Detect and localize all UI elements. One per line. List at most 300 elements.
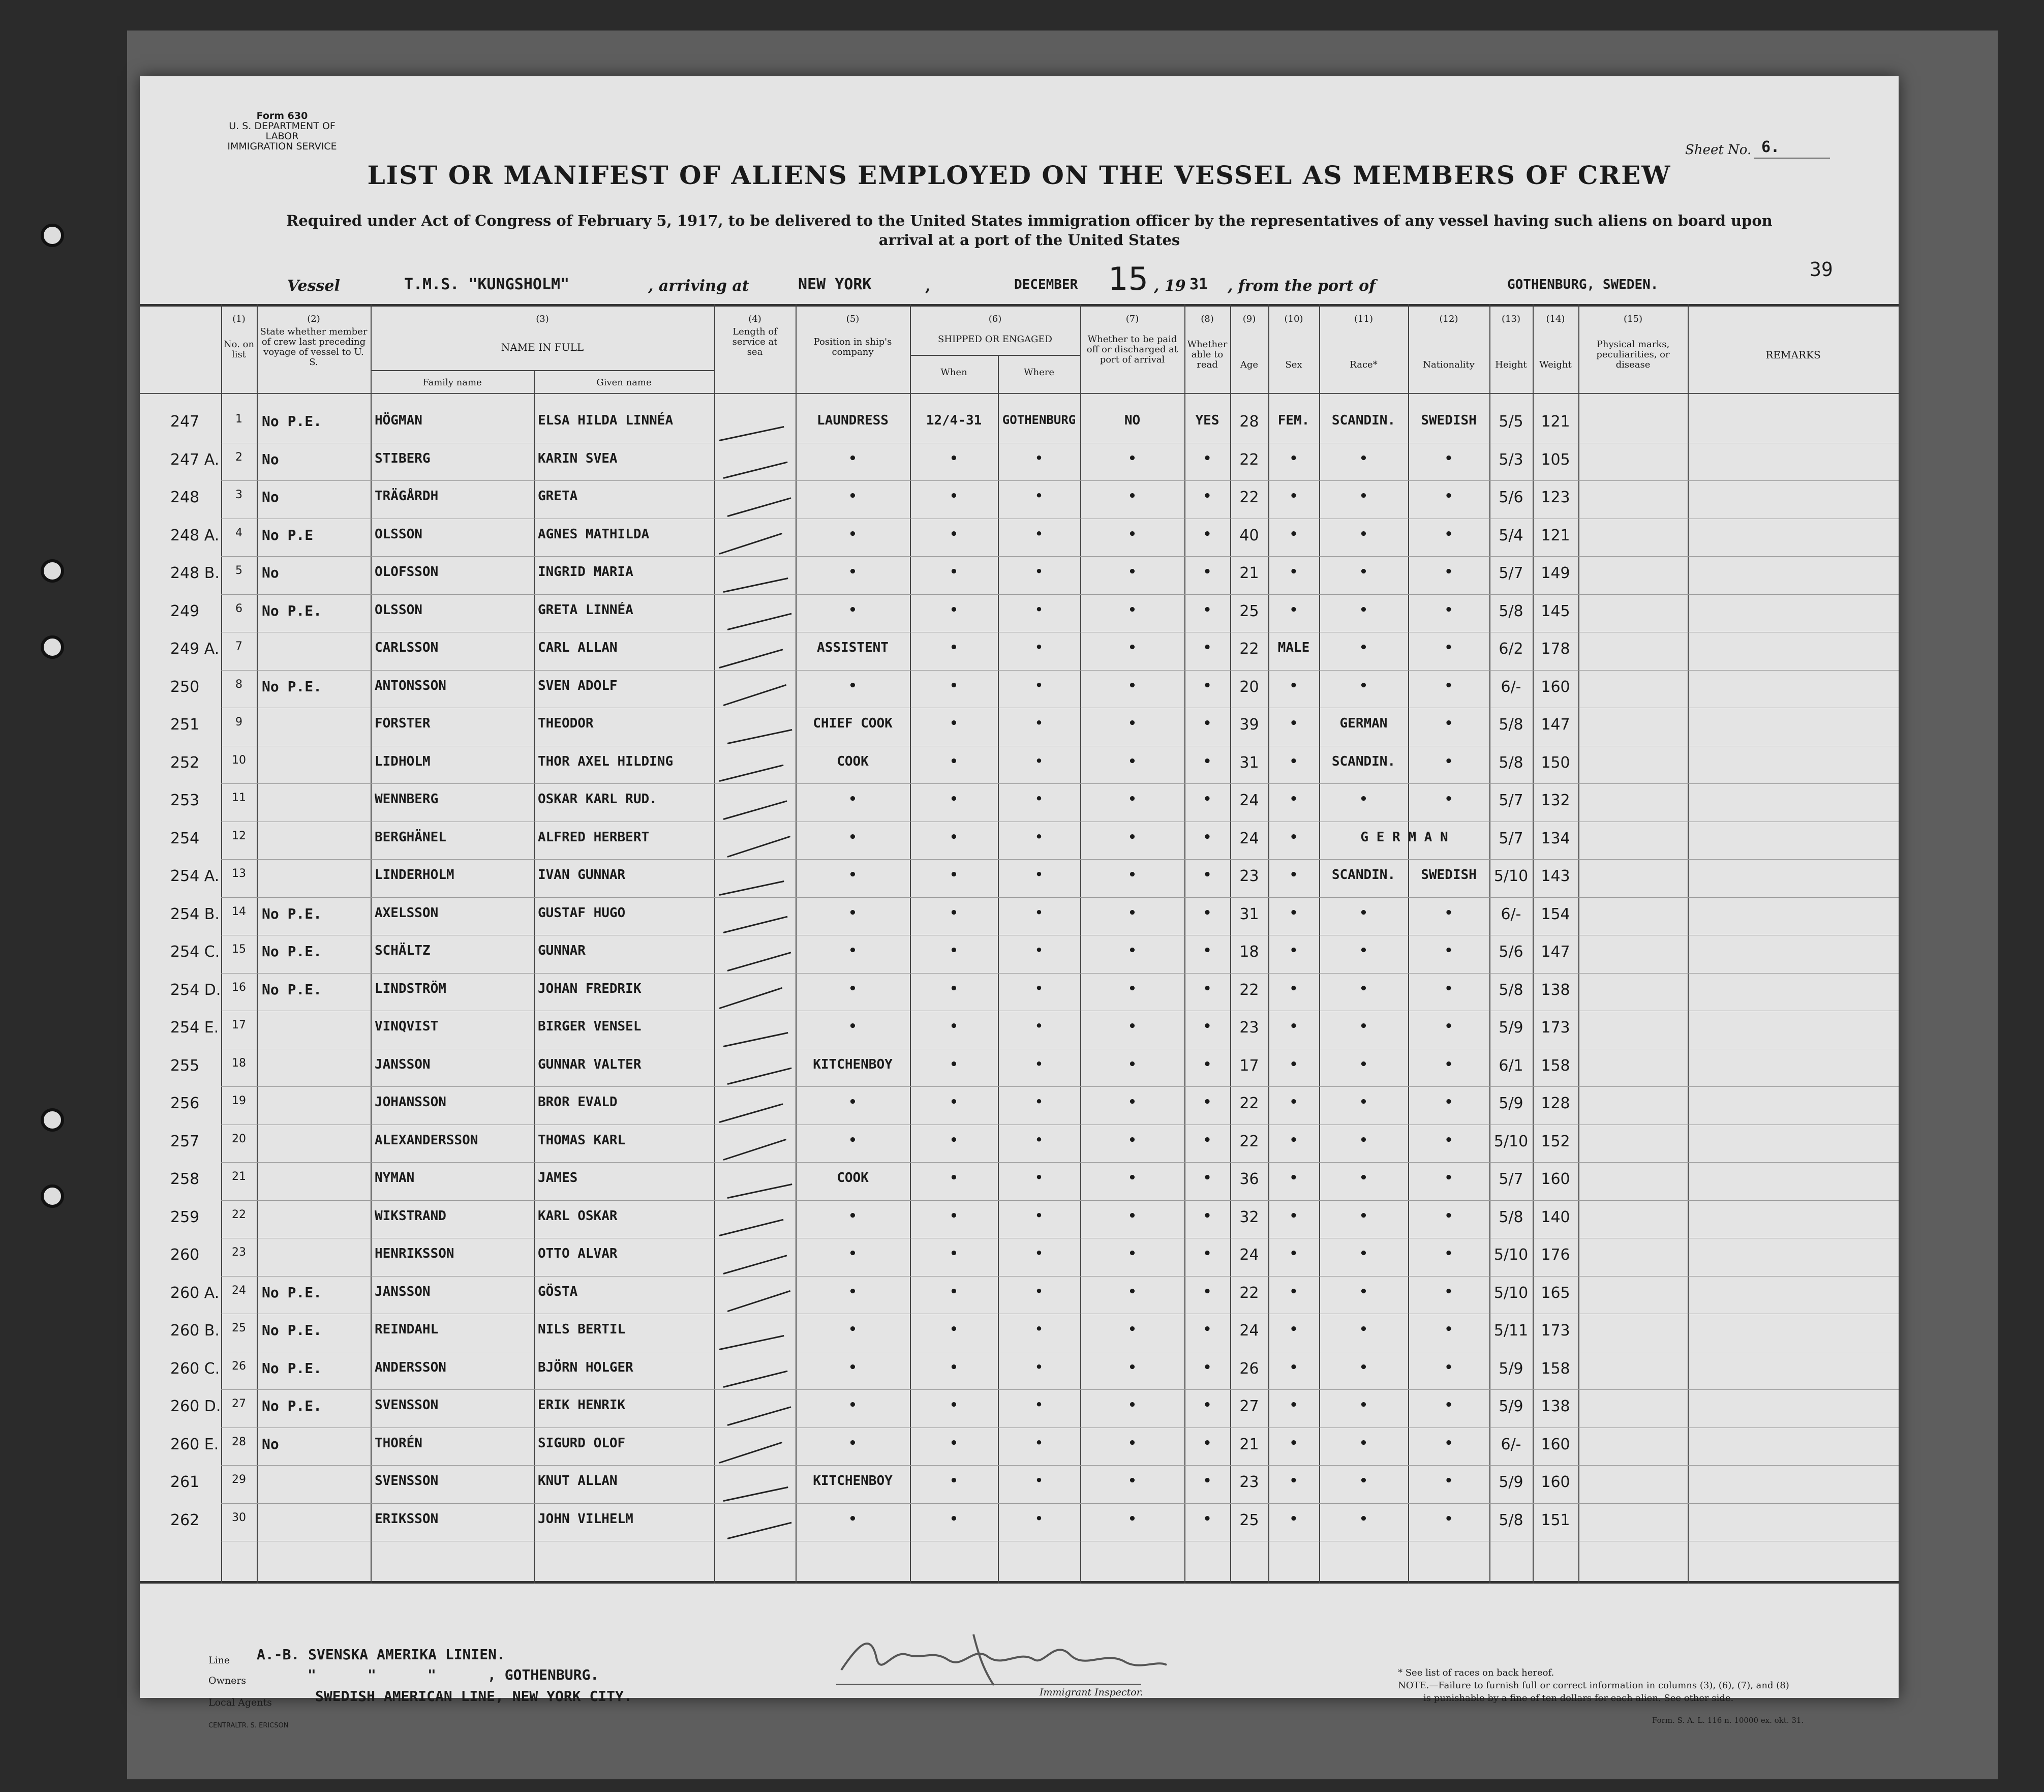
department-label: U. S. DEPARTMENT OF LABOR — [229, 120, 335, 142]
header-shipped: SHIPPED OR ENGAGED — [938, 334, 1052, 345]
row-when: • — [950, 905, 958, 921]
row-race: • — [1359, 1132, 1368, 1148]
row-where: • — [1035, 1095, 1043, 1109]
header-position: Position in ship's company — [813, 337, 892, 357]
row-given-name: OSKAR KARL RUD. — [538, 792, 657, 807]
row-given-name: ALFRED HERBERT — [538, 829, 650, 845]
owners-label: Owners — [208, 1675, 247, 1686]
page-number: 39 — [1810, 258, 1833, 281]
row-race: • — [1359, 1359, 1368, 1375]
row-family-name: LIDHOLM — [375, 753, 431, 769]
row-when: • — [950, 1132, 958, 1148]
row-paid-off: • — [1128, 489, 1137, 504]
header-where: Where — [1023, 367, 1054, 378]
agents-value: SWEDISH AMERICAN LINE, NEW YORK CITY. — [315, 1688, 632, 1705]
row-sex: • — [1290, 753, 1298, 769]
table-row — [140, 1126, 1899, 1164]
row-prev-voyage: No P.E. — [262, 1398, 322, 1414]
row-where: • — [1035, 829, 1043, 844]
row-family-name: VINQVIST — [375, 1019, 439, 1034]
row-paid-off: • — [1128, 753, 1137, 769]
row-weight: 138 — [1541, 981, 1570, 999]
row-able-read: • — [1203, 981, 1211, 996]
row-list-number: 13 — [232, 867, 246, 880]
row-weight: 176 — [1541, 1246, 1570, 1264]
row-paid-off: • — [1128, 1132, 1137, 1148]
header-race: Race* — [1350, 359, 1378, 370]
header-no-on-list: No. on list — [223, 339, 255, 360]
row-list-number: 4 — [235, 526, 242, 539]
form-code: Form. S. A. L. 116 n. 10000 ex. okt. 31. — [1652, 1716, 1804, 1725]
row-nationality: • — [1445, 450, 1453, 466]
row-list-number: 20 — [232, 1132, 246, 1145]
row-height: 5/6 — [1499, 943, 1523, 961]
row-prev-voyage: No — [262, 489, 279, 505]
row-list-number: 22 — [232, 1208, 246, 1221]
row-prev-voyage: No P.E. — [262, 602, 322, 619]
row-position: KITCHENBOY — [813, 1056, 893, 1072]
row-family-name: BERGHÄNEL — [375, 829, 446, 845]
table-row — [140, 747, 1899, 785]
table-row — [140, 633, 1899, 671]
row-height: 5/11 — [1493, 1322, 1529, 1340]
row-where: • — [1035, 1359, 1043, 1374]
row-prev-voyage: No P.E. — [262, 413, 322, 430]
row-age: 27 — [1239, 1398, 1259, 1415]
row-weight: 121 — [1541, 526, 1570, 544]
service-label: IMMIGRATION SERVICE — [227, 141, 337, 152]
table-row — [140, 784, 1899, 823]
row-sex: • — [1290, 1170, 1298, 1186]
row-given-name: KNUT ALLAN — [538, 1473, 618, 1489]
row-when: • — [950, 1095, 958, 1110]
row-age: 24 — [1239, 1322, 1259, 1340]
service-pen-mark — [719, 1103, 783, 1123]
row-family-name: AXELSSON — [375, 905, 439, 921]
service-pen-mark — [727, 836, 791, 858]
row-height: 5/8 — [1499, 716, 1523, 734]
row-given-name: THEODOR — [538, 716, 594, 731]
row-list-number: 15 — [232, 943, 246, 956]
subtitle-line-2: arrival at a port of the United States — [878, 231, 1180, 249]
row-rule — [221, 1086, 1899, 1087]
row-given-name: BJÖRN HOLGER — [538, 1359, 633, 1375]
row-family-name: ANDERSSON — [375, 1359, 446, 1375]
row-given-name: THOR AXEL HILDING — [538, 753, 674, 769]
row-sex: • — [1290, 1132, 1298, 1148]
shipped-subrule — [910, 355, 1080, 356]
service-pen-mark — [723, 1486, 788, 1502]
row-race: • — [1359, 1208, 1368, 1224]
row-when: • — [950, 1170, 958, 1186]
row-ref-number: 262 — [170, 1511, 200, 1529]
row-weight: 145 — [1541, 602, 1570, 620]
row-race: • — [1359, 640, 1368, 655]
service-pen-mark — [723, 462, 788, 479]
row-prev-voyage: No P.E. — [262, 1284, 322, 1301]
row-ref-number: 250 — [170, 678, 200, 696]
row-ref-number: 251 — [170, 716, 200, 734]
row-list-number: 10 — [232, 753, 246, 767]
row-rule — [221, 973, 1899, 974]
row-age: 22 — [1239, 640, 1259, 658]
table-row — [140, 595, 1899, 633]
row-position: • — [848, 450, 857, 466]
service-pen-mark — [723, 578, 788, 593]
row-family-name: FORSTER — [375, 716, 431, 731]
row-race: • — [1359, 1398, 1368, 1413]
header-paid-off: Whether to be paid off or discharged at port of arrival — [1086, 334, 1178, 365]
row-nationality: • — [1445, 1322, 1453, 1337]
service-pen-mark — [727, 1290, 791, 1312]
row-ref-number: 254 D. — [170, 981, 221, 999]
row-where: • — [1035, 792, 1043, 806]
row-age: 17 — [1239, 1056, 1259, 1075]
row-sex: • — [1290, 1435, 1298, 1451]
row-race: • — [1359, 1056, 1368, 1072]
row-weight: 160 — [1541, 678, 1570, 696]
row-sex: • — [1290, 1246, 1298, 1261]
row-race: SCANDIN. — [1331, 867, 1396, 883]
row-where: • — [1035, 1170, 1043, 1184]
row-nationality: • — [1445, 1019, 1453, 1034]
row-list-number: 2 — [235, 450, 242, 464]
header-able-read: Whether able to read — [1187, 339, 1228, 370]
row-able-read: • — [1203, 943, 1211, 958]
row-height: 5/3 — [1499, 450, 1523, 469]
row-position: • — [848, 1246, 857, 1261]
row-sex: • — [1290, 602, 1298, 618]
row-race: • — [1359, 1170, 1368, 1186]
row-paid-off: • — [1128, 867, 1137, 883]
row-weight: 173 — [1541, 1322, 1570, 1340]
row-height: 5/9 — [1499, 1019, 1523, 1037]
row-race: • — [1359, 1322, 1368, 1337]
row-able-read: • — [1203, 678, 1211, 693]
row-age: 18 — [1239, 943, 1259, 961]
row-nationality: • — [1445, 1208, 1453, 1224]
service-pen-mark — [719, 649, 783, 669]
row-when: 12/4-31 — [926, 413, 982, 428]
row-height: 5/7 — [1499, 564, 1523, 582]
row-age: 22 — [1239, 1284, 1259, 1302]
row-when: • — [950, 1284, 958, 1299]
row-rule — [221, 1389, 1899, 1390]
row-list-number: 24 — [232, 1284, 246, 1297]
row-age: 24 — [1239, 792, 1259, 809]
row-able-read: • — [1203, 602, 1211, 618]
row-able-read: • — [1203, 1246, 1211, 1261]
row-able-read: • — [1203, 1398, 1211, 1413]
table-row — [140, 557, 1899, 595]
page-subtitle — [216, 211, 1843, 250]
row-list-number: 9 — [235, 716, 242, 728]
row-when: • — [950, 1359, 958, 1375]
row-sex: • — [1290, 1095, 1298, 1110]
service-pen-mark — [723, 800, 787, 820]
row-when: • — [950, 829, 958, 845]
row-where: • — [1035, 753, 1043, 768]
header-remarks: REMARKS — [1765, 349, 1821, 361]
service-pen-mark — [727, 1522, 792, 1539]
row-position: • — [848, 981, 857, 996]
row-sex: FEM. — [1277, 413, 1310, 428]
row-paid-off: • — [1128, 1398, 1137, 1413]
row-when: • — [950, 640, 958, 655]
service-pen-mark — [719, 533, 783, 555]
row-sex: MALE — [1277, 640, 1310, 655]
row-where: • — [1035, 564, 1043, 579]
header-rule — [140, 393, 1899, 394]
row-family-name: WIKSTRAND — [375, 1208, 446, 1224]
row-height: 5/9 — [1499, 1473, 1523, 1491]
header-physical: Physical marks, peculiarities, or disease — [1596, 339, 1670, 370]
row-given-name: CARL ALLAN — [538, 640, 618, 655]
row-ref-number: 247 A. — [170, 450, 220, 469]
inspector-line — [836, 1684, 1141, 1685]
col-num: (9) — [1242, 314, 1256, 324]
row-position: • — [848, 792, 857, 807]
row-family-name: LINDERHOLM — [375, 867, 454, 883]
service-pen-mark — [719, 1219, 784, 1236]
row-weight: 143 — [1541, 867, 1570, 885]
row-race: • — [1359, 1095, 1368, 1110]
row-sex: • — [1290, 716, 1298, 731]
row-able-read: • — [1203, 1132, 1211, 1148]
row-given-name: JAMES — [538, 1170, 578, 1186]
service-pen-mark — [723, 916, 788, 933]
row-family-name: OLOFSSON — [375, 564, 439, 580]
row-position: • — [848, 867, 857, 883]
row-where: • — [1035, 1398, 1043, 1412]
row-nationality: • — [1445, 792, 1453, 807]
row-age: 25 — [1239, 602, 1259, 620]
header-age: Age — [1240, 359, 1259, 370]
row-ref-number: 254 E. — [170, 1019, 219, 1037]
row-where: • — [1035, 526, 1043, 541]
row-sex: • — [1290, 867, 1298, 883]
row-able-read: • — [1203, 1170, 1211, 1186]
row-list-number: 16 — [232, 981, 246, 994]
row-ref-number: 260 E. — [170, 1435, 219, 1453]
row-where: GOTHENBURG — [1002, 413, 1076, 427]
row-given-name: JOHN VILHELM — [538, 1511, 633, 1527]
row-when: • — [950, 1398, 958, 1413]
row-when: • — [950, 1322, 958, 1337]
row-sex: • — [1290, 981, 1298, 996]
row-where: • — [1035, 602, 1043, 617]
header-family-name: Family name — [422, 377, 482, 388]
row-ref-number: 252 — [170, 753, 200, 772]
row-list-number: 26 — [232, 1359, 246, 1373]
sheet-number: 6. — [1761, 138, 1780, 156]
row-rule — [221, 556, 1899, 557]
row-ref-number: 259 — [170, 1208, 200, 1226]
col-num: (3) — [536, 314, 549, 324]
row-able-read: • — [1203, 1208, 1211, 1224]
row-sex: • — [1290, 1322, 1298, 1337]
row-ref-number: 254 — [170, 829, 200, 847]
row-nationality: • — [1445, 1511, 1453, 1527]
row-given-name: ELSA HILDA LINNÉA — [538, 413, 674, 428]
service-pen-mark — [727, 1406, 791, 1426]
col-num: (12) — [1439, 314, 1458, 324]
row-ref-number: 260 B. — [170, 1322, 220, 1340]
row-height: 5/8 — [1499, 753, 1523, 772]
row-paid-off: • — [1128, 602, 1137, 618]
row-age: 22 — [1239, 1132, 1259, 1150]
row-nationality: • — [1445, 753, 1453, 769]
row-race: SCANDIN. — [1331, 413, 1396, 428]
row-weight: 151 — [1541, 1511, 1570, 1529]
row-height: 5/10 — [1493, 867, 1529, 885]
row-where: • — [1035, 943, 1043, 957]
table-row — [140, 481, 1899, 520]
row-when: • — [950, 450, 958, 466]
table-row — [140, 671, 1899, 709]
row-family-name: STIBERG — [375, 450, 431, 466]
row-able-read: • — [1203, 716, 1211, 731]
name-subrule — [371, 370, 714, 371]
row-race: • — [1359, 1511, 1368, 1527]
row-ref-number: 248 — [170, 489, 200, 506]
punch-hole — [41, 1184, 64, 1208]
row-paid-off: • — [1128, 1284, 1137, 1299]
row-height: 5/10 — [1493, 1132, 1529, 1150]
punch-hole — [41, 1108, 64, 1132]
row-list-number: 1 — [235, 413, 242, 426]
row-given-name: ERIK HENRIK — [538, 1398, 626, 1413]
row-position: • — [848, 829, 857, 845]
row-position: • — [848, 943, 857, 958]
row-paid-off: • — [1128, 1019, 1137, 1034]
service-pen-mark — [727, 613, 792, 630]
row-paid-off: • — [1128, 792, 1137, 807]
row-when: • — [950, 1019, 958, 1034]
header-weight: Weight — [1539, 359, 1572, 370]
row-paid-off: NO — [1124, 413, 1141, 428]
row-age: 26 — [1239, 1359, 1259, 1378]
row-nationality: • — [1445, 1132, 1453, 1148]
row-nationality: • — [1445, 1435, 1453, 1451]
row-nationality: • — [1445, 564, 1453, 580]
row-height: 5/8 — [1499, 981, 1523, 999]
row-position: • — [848, 602, 857, 618]
row-paid-off: • — [1128, 716, 1137, 731]
row-position: • — [848, 1322, 857, 1337]
row-sex: • — [1290, 1284, 1298, 1299]
row-position: • — [848, 1511, 857, 1527]
row-prev-voyage: No — [262, 1435, 279, 1452]
row-sex: • — [1290, 1398, 1298, 1413]
row-paid-off: • — [1128, 640, 1137, 655]
table-row — [140, 1390, 1899, 1429]
row-height: 5/8 — [1499, 1511, 1523, 1529]
row-given-name: GUNNAR VALTER — [538, 1056, 642, 1072]
service-pen-mark — [727, 1068, 792, 1085]
row-paid-off: • — [1128, 981, 1137, 996]
row-age: 32 — [1239, 1208, 1259, 1226]
row-prev-voyage: No P.E. — [262, 943, 322, 960]
row-paid-off: • — [1128, 905, 1137, 921]
row-position: • — [848, 1359, 857, 1375]
row-race: • — [1359, 489, 1368, 504]
row-given-name: BIRGER VENSEL — [538, 1019, 642, 1034]
row-given-name: THOMAS KARL — [538, 1132, 626, 1148]
row-paid-off: • — [1128, 526, 1137, 542]
row-given-name: INGRID MARIA — [538, 564, 633, 580]
service-pen-mark — [727, 1183, 792, 1199]
row-age: 24 — [1239, 829, 1259, 847]
row-weight: 147 — [1541, 943, 1570, 961]
row-when: • — [950, 792, 958, 807]
row-position: • — [848, 1019, 857, 1034]
row-ref-number: 257 — [170, 1132, 200, 1150]
row-weight: 158 — [1541, 1359, 1570, 1378]
row-ref-number: 256 — [170, 1095, 200, 1112]
row-where: • — [1035, 489, 1043, 503]
row-given-name: GÖSTA — [538, 1284, 578, 1299]
row-family-name: SVENSSON — [375, 1398, 439, 1413]
header-prev-voyage: State whether member of crew last preceding voyage of vessel to U. S. — [260, 326, 368, 368]
row-position: ASSISTENT — [817, 640, 889, 655]
row-rule — [221, 594, 1899, 595]
header-given-name: Given name — [596, 377, 652, 388]
row-given-name: KARIN SVEA — [538, 450, 618, 466]
row-weight: 158 — [1541, 1056, 1570, 1075]
header-name-in-full: NAME IN FULL — [501, 341, 584, 353]
row-nationality: • — [1445, 640, 1453, 655]
service-pen-mark — [723, 1371, 788, 1388]
row-weight: 140 — [1541, 1208, 1570, 1226]
arrival-port: NEW YORK — [798, 276, 872, 293]
row-position: • — [848, 1284, 857, 1299]
row-age: 22 — [1239, 489, 1259, 506]
punch-hole — [41, 559, 64, 583]
row-family-name: ALEXANDERSSON — [375, 1132, 478, 1148]
row-where: • — [1035, 981, 1043, 995]
row-family-name: ANTONSSON — [375, 678, 446, 693]
row-when: • — [950, 981, 958, 996]
row-where: • — [1035, 640, 1043, 654]
row-nationality: • — [1445, 1246, 1453, 1261]
table-bottom-rule — [140, 1581, 1899, 1584]
row-paid-off: • — [1128, 829, 1137, 845]
service-pen-mark — [723, 1255, 787, 1274]
row-paid-off: • — [1128, 1435, 1137, 1451]
owners-value: " " " , GOTHENBURG. — [308, 1666, 599, 1683]
row-able-read: • — [1203, 489, 1211, 504]
row-race: GERMAN — [1339, 716, 1388, 731]
row-able-read: • — [1203, 1056, 1211, 1072]
row-paid-off: • — [1128, 943, 1137, 958]
service-pen-mark — [727, 497, 791, 517]
row-race: • — [1359, 792, 1368, 807]
table-row — [140, 1163, 1899, 1201]
row-age: 20 — [1239, 678, 1259, 696]
row-age: 39 — [1239, 716, 1259, 734]
row-height: 6/1 — [1499, 1056, 1523, 1075]
row-where: • — [1035, 1435, 1043, 1450]
row-when: • — [950, 526, 958, 542]
row-prev-voyage: No P.E. — [262, 678, 322, 695]
race-note: * See list of races on back hereof. — [1398, 1667, 1554, 1678]
row-position: • — [848, 1208, 857, 1224]
row-able-read: • — [1203, 640, 1211, 655]
row-weight: 150 — [1541, 753, 1570, 772]
sheet-underline — [1754, 158, 1830, 159]
row-position: • — [848, 489, 857, 504]
